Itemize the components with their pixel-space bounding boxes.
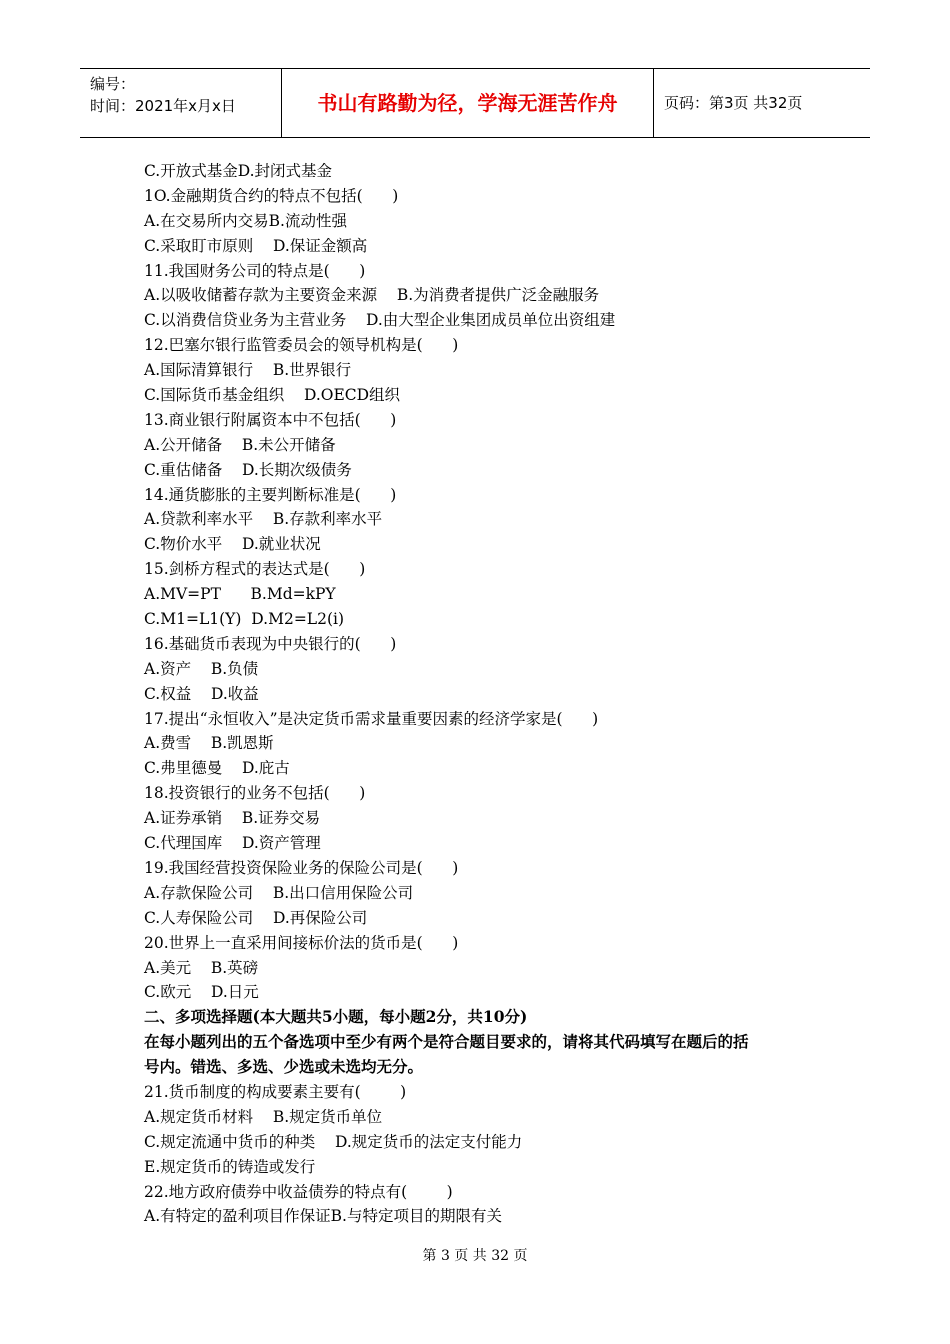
header-motto: 书山有路勤为径，学海无涯苦作舟: [282, 69, 654, 137]
question-line: 12.巴塞尔银行监管委员会的领导机构是( ): [144, 336, 459, 355]
question-line: C.国际货币基金组织 D.OECD组织: [144, 386, 401, 405]
section-heading-line: 在每小题列出的五个备选项中至少有两个是符合题目要求的，请将其代码填写在题后的括: [144, 1032, 749, 1052]
question-line: C.规定流通中货币的种类 D.规定货币的法定支付能力: [144, 1132, 523, 1151]
question-line: 11.我国财务公司的特点是( ): [144, 261, 366, 280]
question-line: 20.世界上一直采用间接标价法的货币是( ): [144, 933, 459, 952]
question-line: A.证券承销 B.证券交易: [144, 809, 321, 828]
question-line: A.贷款利率水平 B.存款利率水平: [144, 510, 383, 529]
question-line: 21.货币制度的构成要素主要有( ): [144, 1082, 407, 1101]
page-header: [80, 68, 870, 138]
number-label: 编号：: [90, 75, 136, 93]
question-line: A.费雪 B.凯恩斯: [144, 734, 274, 753]
question-line: 14.通货膨胀的主要判断标准是( ): [144, 485, 397, 504]
question-line: C.开放式基金D.封闭式基金: [144, 162, 333, 180]
question-line: C.权益 D.收益: [144, 684, 259, 703]
question-line: A.国际清算银行 B.世界银行: [144, 361, 352, 380]
question-line: 22.地方政府债券中收益债券的特点有( ): [144, 1182, 453, 1201]
question-line: A.有特定的盈利项目作保证B.与特定项目的期限有关: [144, 1207, 502, 1226]
question-line: 1O.金融期货合约的特点不包括( ): [144, 186, 399, 205]
question-line: C.欧元 D.日元: [144, 983, 259, 1002]
question-line: 16.基础货币表现为中央银行的( ): [144, 634, 397, 653]
header-page-info: 页码：第3页 共32页: [664, 94, 803, 112]
header-meta: [80, 69, 282, 137]
question-line: C.弗里德曼 D.庇古: [144, 759, 290, 778]
question-line: A.在交易所内交易B.流动性强: [144, 211, 347, 230]
question-line: E.规定货币的铸造或发行: [144, 1157, 316, 1176]
question-line: A.以吸收储蓄存款为主要资金来源 B.为消费者提供广泛金融服务: [144, 286, 600, 305]
question-line: A.存款保险公司 B.出口信用保险公司: [144, 883, 414, 902]
question-line: A.资产 B.负债: [144, 659, 259, 678]
question-line: A.规定货币材料 B.规定货币单位: [144, 1107, 383, 1126]
question-line: C.采取盯市原则 D.保证金额高: [144, 236, 368, 255]
question-line: C.M1=L1(Y) D.M2=L2(i): [144, 610, 345, 629]
question-line: A.MV=PT B.Md=kPY: [144, 585, 336, 604]
question-line: C.重估储备 D.长期次级债务: [144, 460, 352, 479]
question-line: 18.投资银行的业务不包括( ): [144, 784, 366, 803]
question-line: C.人寿保险公司 D.再保险公司: [144, 908, 368, 927]
document-body: [144, 159, 824, 1229]
question-line: C.代理国库 D.资产管理: [144, 834, 321, 853]
section-heading-line: 号内。错选、多选、少选或未选均无分。: [144, 1057, 424, 1077]
section-heading-line: 二、多项选择题(本大题共5小题，每小题2分，共10分): [144, 1007, 528, 1027]
page-footer: 第 3 页 共 32 页: [422, 1248, 528, 1264]
question-line: 15.剑桥方程式的表达式是( ): [144, 560, 366, 579]
question-line: C.以消费信贷业务为主营业务 D.由大型企业集团成员单位出资组建: [144, 311, 616, 330]
time-label: 时间：2021年x月x日: [90, 97, 236, 115]
question-line: A.公开储备 B.未公开储备: [144, 435, 336, 454]
question-line: 13.商业银行附属资本中不包括( ): [144, 410, 397, 429]
question-line: 19.我国经营投资保险业务的保险公司是( ): [144, 858, 459, 877]
question-line: A.美元 B.英磅: [144, 958, 259, 977]
question-line: C.物价水平 D.就业状况: [144, 535, 321, 554]
question-line: 17.提出“永恒收入”是决定货币需求量重要因素的经济学家是( ): [144, 709, 599, 728]
